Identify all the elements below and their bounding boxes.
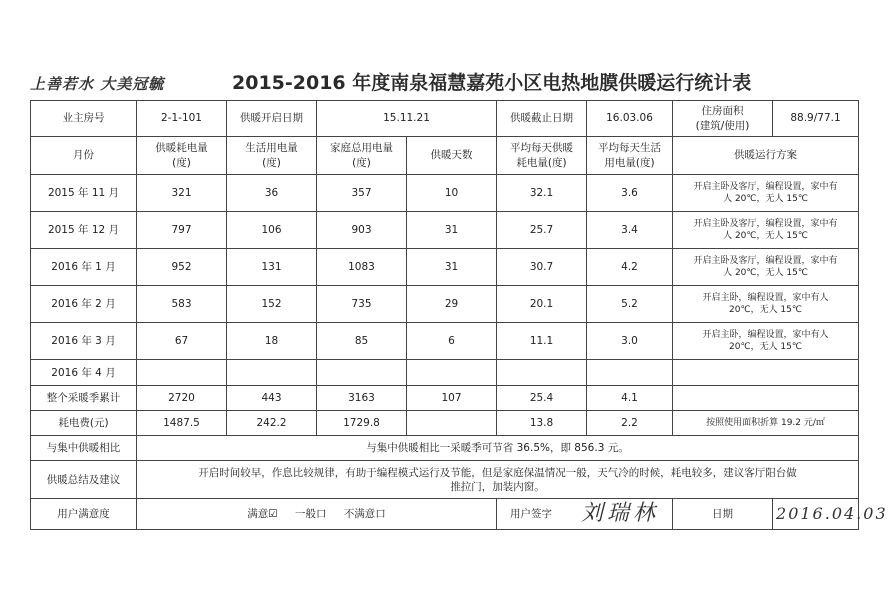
cost-avg-heating: 13.8 — [497, 411, 587, 436]
signature-cell — [497, 499, 673, 530]
days-cell: 6 — [407, 323, 497, 360]
compare-label: 与集中供暖相比 — [31, 436, 137, 461]
date-label: 日期 — [673, 499, 773, 530]
cost-note: 按照使用面积折算 19.2 元/㎡ — [673, 411, 859, 436]
days-cell: 29 — [407, 286, 497, 323]
season-living: 443 — [227, 386, 317, 411]
option-unsatisfied[interactable]: 不满意口 — [343, 508, 386, 520]
heating-cell: 952 — [137, 249, 227, 286]
plan-cell — [673, 360, 859, 386]
total-cell: 1083 — [317, 249, 407, 286]
satisfaction-label: 用户满意度 — [31, 499, 137, 530]
avg-living-cell: 3.6 — [587, 175, 673, 212]
signature-label: 用户签字 — [510, 508, 553, 520]
summary-label: 供暖总结及建议 — [31, 461, 137, 499]
living-cell: 36 — [227, 175, 317, 212]
season-total: 3163 — [317, 386, 407, 411]
header-avg-heating: 平均每天供暖 耗电量(度) — [497, 137, 587, 175]
page-title: 2015-2016 年度南泉福慧嘉苑小区电热地膜供暖运行统计表 — [232, 72, 752, 94]
month-cell: 2015 年 11 月 — [31, 175, 137, 212]
signature: 刘瑞林 — [581, 501, 660, 527]
table-row — [31, 286, 859, 323]
header-living: 生活用电量 (度) — [227, 137, 317, 175]
header-plan: 供暖运行方案 — [673, 137, 859, 175]
month-cell: 2016 年 4 月 — [31, 360, 137, 386]
avg-living-cell: 3.4 — [587, 212, 673, 249]
plan-cell: 开启主卧，编程设置，家中有人 20℃，无人 15℃ — [673, 286, 859, 323]
heating-cell: 583 — [137, 286, 227, 323]
table-row — [31, 323, 859, 360]
heating-cell — [137, 360, 227, 386]
table-row — [31, 249, 859, 286]
season-total-row — [31, 386, 859, 411]
area-value: 88.9/77.1 — [773, 101, 859, 137]
cost-days — [407, 411, 497, 436]
living-cell: 106 — [227, 212, 317, 249]
avg-living-cell: 5.2 — [587, 286, 673, 323]
season-label: 整个采暖季累计 — [31, 386, 137, 411]
compare-text: 与集中供暖相比一采暖季可节省 36.5%，即 856.3 元。 — [137, 436, 859, 461]
end-date-label: 供暖截止日期 — [497, 101, 587, 137]
living-cell: 152 — [227, 286, 317, 323]
season-plan — [673, 386, 859, 411]
season-avg-living: 4.1 — [587, 386, 673, 411]
plan-cell: 开启主卧，编程设置，家中有人 20℃，无人 15℃ — [673, 323, 859, 360]
avg-living-cell: 3.0 — [587, 323, 673, 360]
month-cell: 2016 年 3 月 — [31, 323, 137, 360]
header-total: 家庭总用电量 (度) — [317, 137, 407, 175]
total-cell — [317, 360, 407, 386]
total-cell: 735 — [317, 286, 407, 323]
header-month: 月份 — [31, 137, 137, 175]
cost-avg-living: 2.2 — [587, 411, 673, 436]
total-cell: 85 — [317, 323, 407, 360]
plan-cell: 开启主卧及客厅，编程设置，家中有 人 20℃，无人 15℃ — [673, 249, 859, 286]
avg-heating-cell — [497, 360, 587, 386]
table-row — [31, 212, 859, 249]
option-average[interactable]: 一般口 — [294, 508, 327, 520]
cost-heating: 1487.5 — [137, 411, 227, 436]
table-row — [31, 175, 859, 212]
total-cell: 357 — [317, 175, 407, 212]
motto: 上善若水 大美冠毓 — [30, 75, 165, 93]
header-days: 供暖天数 — [407, 137, 497, 175]
total-cell: 903 — [317, 212, 407, 249]
living-cell: 131 — [227, 249, 317, 286]
summary-row — [31, 461, 859, 499]
season-heating: 2720 — [137, 386, 227, 411]
avg-heating-cell: 30.7 — [497, 249, 587, 286]
header-row — [31, 137, 859, 175]
avg-living-cell: 4.2 — [587, 249, 673, 286]
month-cell: 2016 年 1 月 — [31, 249, 137, 286]
avg-living-cell — [587, 360, 673, 386]
summary-text: 开启时间较早，作息比较规律，有助于编程模式运行及节能，但是家庭保温情况一般，天气冷的时候，耗电较多，建议客厅阳台做 推拉门，加装内窗。 — [137, 461, 859, 499]
season-avg-heating: 25.4 — [497, 386, 587, 411]
start-date-label: 供暖开启日期 — [227, 101, 317, 137]
header-heating: 供暖耗电量 (度) — [137, 137, 227, 175]
cost-living: 242.2 — [227, 411, 317, 436]
option-satisfied[interactable]: 满意☑ — [247, 508, 278, 520]
plan-cell: 开启主卧及客厅，编程设置，家中有 人 20℃，无人 15℃ — [673, 175, 859, 212]
month-cell: 2016 年 2 月 — [31, 286, 137, 323]
living-cell — [227, 360, 317, 386]
living-cell: 18 — [227, 323, 317, 360]
table-row — [31, 360, 859, 386]
cost-label: 耗电费(元) — [31, 411, 137, 436]
heating-cell: 67 — [137, 323, 227, 360]
compare-row — [31, 436, 859, 461]
heating-cell: 797 — [137, 212, 227, 249]
satisfaction-row — [31, 499, 859, 530]
avg-heating-cell: 11.1 — [497, 323, 587, 360]
area-label: 住房面积 (建筑/使用) — [673, 101, 773, 137]
cost-total: 1729.8 — [317, 411, 407, 436]
cost-row — [31, 411, 859, 436]
days-cell: 31 — [407, 212, 497, 249]
owner-value: 2-1-101 — [137, 101, 227, 137]
avg-heating-cell: 32.1 — [497, 175, 587, 212]
plan-cell: 开启主卧及客厅，编程设置，家中有 人 20℃，无人 15℃ — [673, 212, 859, 249]
days-cell: 31 — [407, 249, 497, 286]
month-cell: 2015 年 12 月 — [31, 212, 137, 249]
statistics-table — [30, 100, 888, 530]
avg-heating-cell: 20.1 — [497, 286, 587, 323]
start-date-value: 15.11.21 — [317, 101, 497, 137]
heating-cell: 321 — [137, 175, 227, 212]
satisfaction-options — [137, 499, 497, 530]
info-row — [31, 101, 859, 137]
end-date-value: 16.03.06 — [587, 101, 673, 137]
owner-label: 业主房号 — [31, 101, 137, 137]
days-cell: 10 — [407, 175, 497, 212]
avg-heating-cell: 25.7 — [497, 212, 587, 249]
season-days: 107 — [407, 386, 497, 411]
header-avg-living: 平均每天生活 用电量(度) — [587, 137, 673, 175]
date-value: 2016.04.03 — [773, 499, 859, 530]
days-cell — [407, 360, 497, 386]
